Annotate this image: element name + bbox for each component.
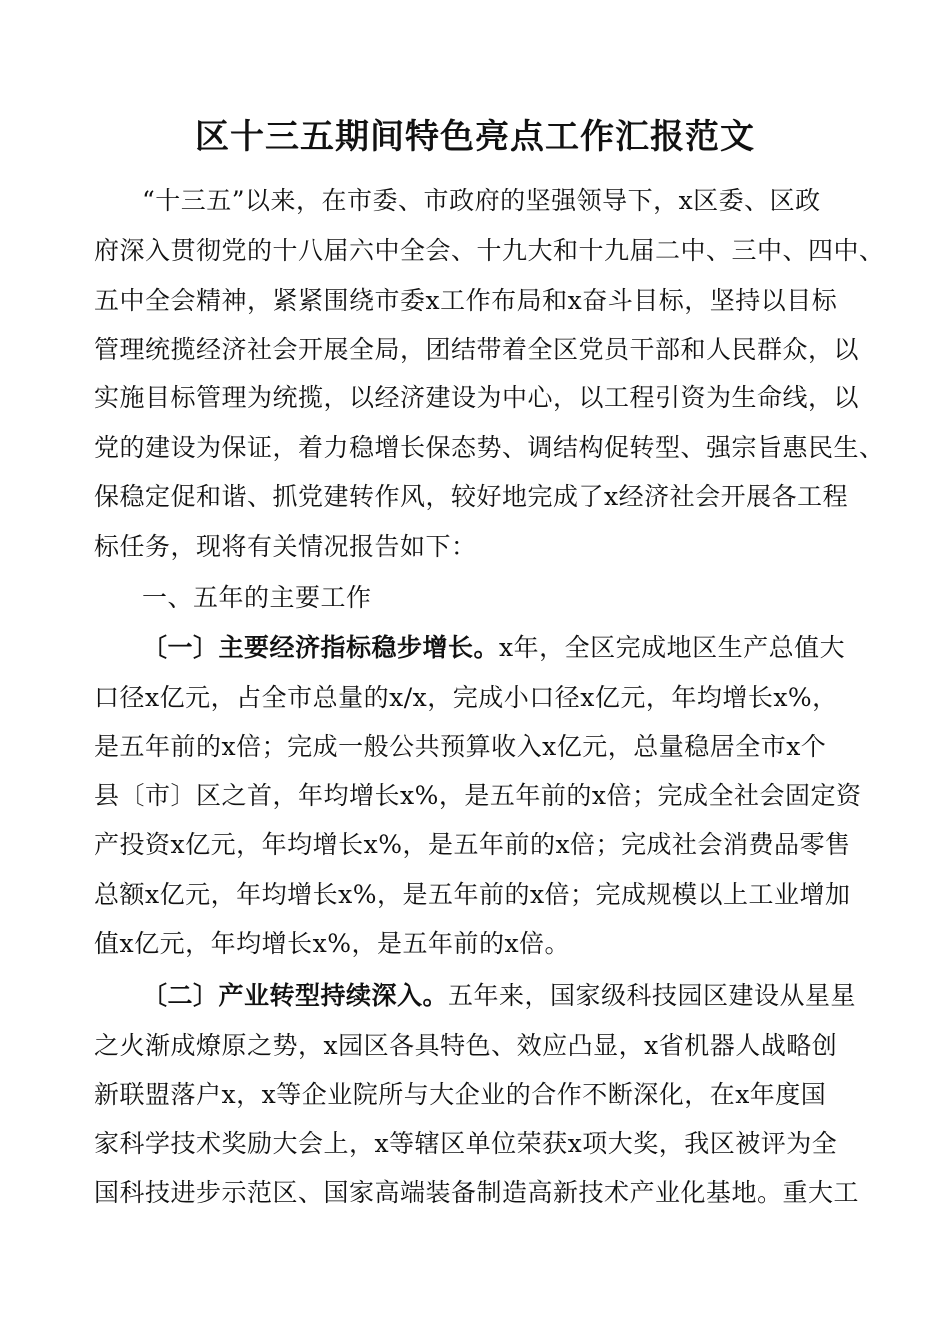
intro-line: 保稳定促和谐、抓党建转作风，较好地完成了x经济社会开展各工程 (94, 482, 849, 511)
paragraph-1-line: 是五年前的x倍；完成一般公共预算收入x亿元，总量稳居全市x个 (94, 732, 827, 761)
intro-line: 实施目标管理为统揽，以经济建设为中心，以工程引资为生命线，以 (94, 383, 860, 412)
paragraph-2-line: 之火渐成燎原之势，x园区各具特色、效应凸显，x省机器人战略创 (94, 1031, 838, 1060)
paragraph-2-first-line (142, 978, 872, 1014)
intro-line: 管理统揽经济社会开展全局，团结带着全区党员干部和人民群众，以 (94, 335, 860, 364)
intro-line: 党的建设为保证，着力稳增长保态势、调结构促转型、强宗旨惠民生、 (94, 433, 885, 462)
intro-line: 五中全会精神，紧紧围绕市委x工作布局和x奋斗目标，坚持以目标 (94, 286, 838, 315)
paragraph-1-lead: 〔一〕主要经济指标稳步增长。 (142, 633, 500, 662)
paragraph-2-line: 国科技进步示范区、国家高端装备制造高新技术产业化基地。重大工 (94, 1178, 860, 1207)
section-heading: 一、五年的主要工作 (142, 583, 372, 612)
intro-line: 府深入贯彻党的十八届六中全会、十九大和十九届二中、三中、四中、 (94, 236, 885, 265)
paragraph-2-line: 新联盟落户x，x等企业院所与大企业的合作不断深化，在x年度国 (94, 1080, 827, 1109)
paragraph-1-line: 口径x亿元，占全市总量的x/x，完成小口径x亿元，年均增长x%， (94, 683, 838, 712)
paragraph-1-line: 产投资x亿元，年均增长x%，是五年前的x倍；完成社会消费品零售 (94, 830, 851, 859)
intro-line: 标任务，现将有关情况报告如下： (94, 532, 477, 561)
paragraph-1-line: 总额x亿元，年均增长x%，是五年前的x倍；完成规模以上工业增加 (94, 880, 851, 909)
paragraph-1-first-line (142, 630, 872, 666)
paragraph-2-line: 家科学技术奖励大会上，x等辖区单位荣获x项大奖，我区被评为全 (94, 1129, 838, 1158)
document-title: 区十三五期间特色亮点工作汇报范文 (195, 117, 755, 157)
intro-line: “十三五”以来，在市委、市政府的坚强领导下，x区委、区政 (142, 186, 821, 215)
paragraph-1-text: x年，全区完成地区生产总值大 (499, 633, 846, 662)
paragraph-1-line: 县〔市〕区之首，年均增长x%，是五年前的x倍；完成全社会固定资 (94, 781, 862, 810)
paragraph-1-line: 值x亿元，年均增长x%，是五年前的x倍。 (94, 929, 571, 958)
paragraph-2-lead: 〔二〕产业转型持续深入。 (142, 981, 449, 1010)
paragraph-2-text: 五年来，国家级科技园区建设从星星 (448, 981, 857, 1010)
